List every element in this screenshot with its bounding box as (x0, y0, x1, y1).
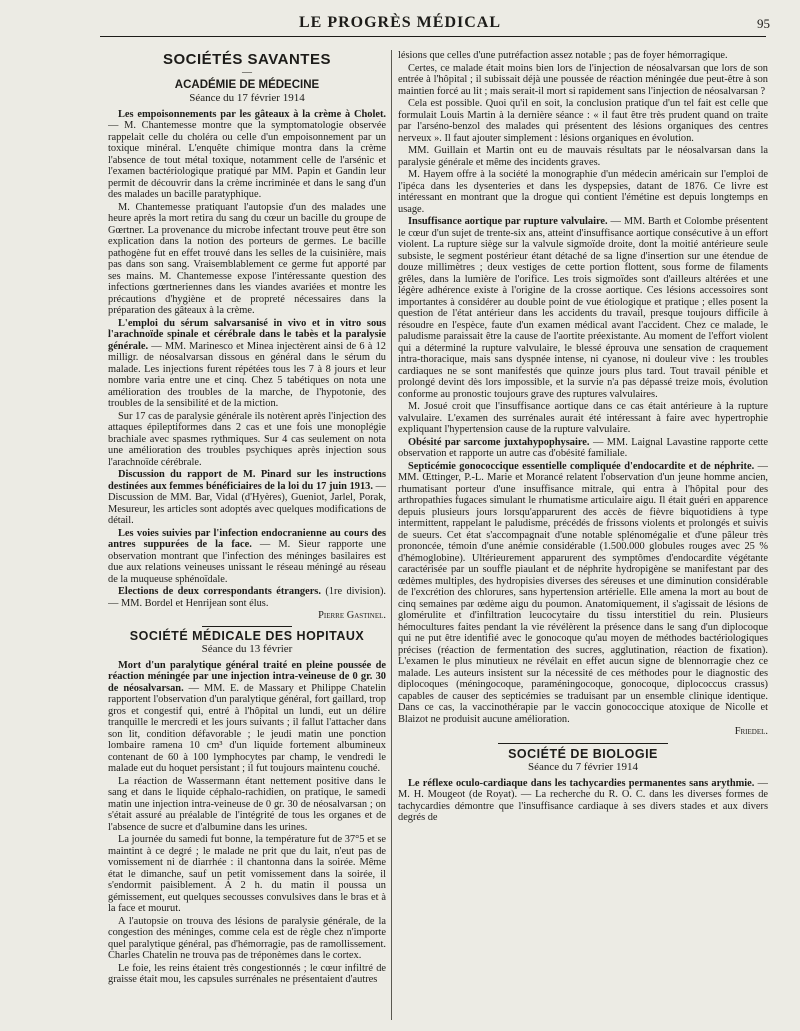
paragraph-heading: Elections de deux correspondants étrangers. (118, 586, 321, 597)
paragraph-heading: Les voies suivies par l'infection endocranienne au cours des antres suppurées de la face. (108, 527, 386, 550)
paragraph-body: — MM. Laignal Lavastine rapporte cette observation et rapporte un autre cas d'obésité familiale. (398, 436, 768, 459)
title-dash: — (242, 66, 252, 78)
hospital-society-date: Séance du 13 février (201, 643, 293, 655)
paragraph (108, 528, 386, 586)
paragraph: La réaction de Wassermann étant nettement positive dans le sang et dans le liquide céphalo-rachidien, on pratique, le samedi matin une injection intra-veineuse de 0 gr. 30 de néosalvarsan ; on s'était assuré au préalable de l'intégrité de tous les organes et de l'absence de sucre et d'albumine dans les urines. (108, 775, 386, 833)
paragraph-body: — MM. Barth et Colombe présentent le cœur d'un sujet de trente-six ans, atteint d'insuffisance aortique consécutive à un effort violent. La rupture siège sur la valvule sigmoïde droite, dont la moitié antérieure seule subsiste, le segment postérieur étant détaché de sa ligne d'insertion sur une étendue de douze millimètres ; deux vestiges de cette portion flottent, sous forme de filaments grêles, dans la lumière de l'orifice. Les trois sigmoïdes sont d'ailleurs altérées et une légère adhérence existe à l'origine de la crosse aortique. Ces lésions accessoires sont importantes à considérer au double point de vue étiologique et pratique ; elles posent la question de l'état antérieur dans les accidents du travail, presque toujours difficile à résoudre en l'espèce, faute d'un examen médical avant l'accident. Chez ce malade, le paludisme paraissait être la cause de l'aortite préexistante. Au moment de l'effort violent qui a déterminé la rupture valvulaire, le blessé éprouva une sensation de craquement intra-thoracique, mais sans dyspnée intense, ni cyanose, ni douleur vive : les troubles cardiaques ne se sont manifestés que quinze jours plus tard. Tout travail pénible et prolongé devint dès lors impossible, et la survie n'a pas dépassé treize mois, évolution conforme au pronostic toujours grave des ruptures valvulaires. (398, 216, 768, 400)
paragraph: A l'autopsie on trouva des lésions de paralysie générale, de la congestion des méninges, comme cela est de règle chez n'importe quel paralytique général, pas d'hémorragie, pas de ramollissement. Charles Chatelin ne trouva pas de tréponèmes dans le cortex. (108, 915, 386, 961)
paragraph (398, 216, 768, 400)
paragraph (398, 778, 768, 824)
section-rule (498, 743, 668, 744)
paragraph-body: — MM. E. de Massary et Philippe Chatelin rapportent l'observation d'un paralytique général, fort gaillard, trop gros et congestif qui, entré à l'hôpital un lundi, eut un délire tranquille le mercredi et les jours suivants ; il fallut l'attacher dans son lit, condition défavorable ; le jeudi matin une ponction lombaire ramena 10 cm³ d'un liquide fortement albumineux contenant de 60 à 100 lymphocytes par champ, le vendredi le malade eut du hoquet persistant ; il fut toujours maintenu couché. (108, 682, 386, 774)
section-rule (202, 626, 292, 627)
paragraph: La journée du samedi fut bonne, la température fut de 37°5 et se maintint à ce degré ; le malade ne prit que du lait, n'eut pas de vomissement ni de diarrhée : il chantonna dans la soirée. Même état le dimanche, sauf un petit vomissement dans la soirée, il s'endormit paisiblement. A 2 h. du matin il poussa un gémissement, eut quelques secousses convulsives dans le bras et à la face et mourut. (108, 834, 386, 914)
left-column (108, 50, 386, 1025)
biology-society-title: SOCIÉTÉ DE BIOLOGIE (508, 746, 658, 761)
academy-title: ACADÉMIE DE MÉDECINE (174, 78, 320, 91)
right-column (398, 50, 768, 1025)
paragraph: Sur 17 cas de paralysie générale ils notèrent après l'injection des attaques épileptiformes dans 2 cas et une fois une monoplégie brachiale avec spasmes rythmiques. Sur 4 cas seulement on nota une amélioration des troubles psychiques après injection sous l'arachnoïde cérébrale. (108, 410, 386, 468)
paragraph: lésions que celles d'une putréfaction assez notable ; pas de foyer hémorragique. (398, 50, 728, 61)
paragraph-heading: Mort d'un paralytique général traité en pleine poussée de réaction méningée par une injection intra-veineuse de 0 gr. 30 de néosalvarsan. (108, 659, 386, 694)
paragraph-heading: Obésité par sarcome juxtahypophysaire. (408, 436, 590, 448)
paragraph (108, 660, 386, 775)
paragraph-heading: Les empoisonnements par les gâteaux à la crème à Cholet. (118, 108, 386, 120)
paragraph (108, 318, 386, 410)
paragraph-body: — M. Chantemesse montre que la symptomatologie observée rappelait celle du choléra ou celle d'un empoisonnement par un toxique minéral. L'enquête chimique montra dans la crème l'absence de tout métal toxique, notamment celle de l'arsénic et l'examen bactériologique pratiqué par MM. Papin et Gandin leur permit de découvrir dans la crème incriminée et dans le sang d'un des malades un bacille paratyphique. (108, 120, 386, 200)
paragraph-body: — MM. Œttinger, P.-L. Marie et Morancé relatent l'observation d'un jeune homme ancien, rhumatisant porteur d'une insuffisance mitrale, qui entra à l'hôpital pour des arthropathies fugaces simulant le rhumatisme articulaire aigu. Il était guéri en apparence depuis plusieurs jours lorsqu'apparurent des accès de fièvre biquotidiens à type intermittent, rappelant le paludisme, précédés de frissons violents et prolongés et suivis de sueurs. Cet état s'accompagnait d'une notable splénomégalie et d'une pâleur très prononcée, témoin d'une anémie considérable (1.500.000 globules rouges avec 25 % d'hémoglobine). Ultérieurement apparurent des symptômes d'endocardite végétante caractérisée par un souffle piaulant et de néphrite hydropigène se manifestant par des œdèmes multiples, des hydropisies diverses des séreuses et une diminution considérable de l'excrétion des chlorures, sans hypertension artérielle. Elle amena la mort au bout de cinq semaines par œdème aigu du poumon. Anatomiquement, il s'agissait de lésions de glomérulite et d'infiltration leucocytaire du tissu interstitiel du rein. Plusieurs hémocultures faites pendant la vie révélèrent la présence dans le sang d'un diplocoque qui ne put être identifié avec le gonocoque qu'au moyen de méthodes bactériologiques précises (réaction de fermentation des sucres, agglutination, réaction de fixation). L'examen le plus minutieux ne révélait en effet aucun signe de blennorragie chez ce malade. Les auteurs insistent sur la nécessité de ces méthodes pour le diagnostic des diplocoques (méningocoque, paraméningocoque, gonocoque, diplococcus crassus) capables de causer des septicémies se traduisant par un ensemble clinique identique. Dans ce cas, la vaccinothérapie par le vaccin gonococcique atoxique de Nicolle et Blaizot ne produisit aucune amélioration. (398, 460, 768, 725)
biology-society-date: Séance du 7 février 1914 (528, 761, 638, 773)
header-rule (100, 36, 766, 37)
hospital-society-title: SOCIÉTÉ MÉDICALE DES HOPITAUX (129, 628, 365, 643)
paragraph-heading: Insuffisance aortique par rupture valvulaire. (408, 216, 608, 227)
paragraph (398, 437, 768, 460)
paragraph-body: — M. H. Mougeot (de Royat). — La recherche du R. O. C. dans les diverses formes de tachycardies démontre que l'insuffisance cardiaque à ses divers stades et aux divers degrés de (398, 777, 768, 823)
paragraph-body: — MM. Marinesco et Minea injectèrent ainsi de 6 à 12 milligr. de néosalvarsan dissous en général dans le sérum du malade. Les injections furent répétées tous les 7 à 8 jours et leur nombre varia entre une et cinq. Chez 5 tabétiques on nota une amélioration des troubles de la marche, de l'hypotonie, des troubles de la sensibilité et de la miction. (108, 340, 386, 409)
paragraph-body: — M. Sieur rapporte une observation montrant que l'infection des méninges basilaires est due aux relations veineuses unissant le réseau méningé au réseau de la muqueuse sphénoïdale. (108, 539, 386, 585)
paragraph-heading: Le réflexe oculo-cardiaque dans les tachycardies permanentes sans arythmie. (408, 777, 755, 789)
paragraph: Le foie, les reins étaient très congestionnés ; le cœur infiltré de graisse était mou, les capsules surrénales ne présentaient d'autres (108, 962, 386, 985)
signature: Pierre Gastinel. (318, 610, 386, 621)
paragraph-heading: L'emploi du sérum salvarsanisé in vivo et in vitro sous l'arachnoïde spinale et cérébrale dans le tabès et la paralysie générale. (108, 317, 386, 352)
running-head (0, 10, 800, 36)
section-title: SOCIÉTÉS SAVANTES (163, 51, 331, 68)
journal-title: LE PROGRÈS MÉDICAL (298, 14, 502, 31)
paragraph (398, 461, 768, 726)
paragraph: M. Hayem offre à la société la monographie d'un médecin américain sur l'emploi de l'ipéca dans les dysenteries et dans les dyspepsies, datant de 1876. Ce livre est intéressant en montrant que la drogue qui contient l'émétine est depuis longtemps en usage. (398, 169, 768, 215)
page-number: 95 (757, 16, 770, 31)
academy-date: Séance du 17 février 1914 (189, 92, 305, 104)
paragraph-body: (1re division). — MM. Bordel et Henrijean sont élus. (108, 586, 386, 609)
paragraph-body: — Discussion de MM. Bar, Vidal (d'Hyères), Gueniot, Jarlel, Porak, Mesureur, les articles sont adoptés avec quelques modifications de détail. (108, 480, 386, 526)
paragraph: M. Josué croit que l'insuffisance aortique dans ce cas était antérieure à la rupture valvulaire. L'examen des surrénales aurait été intéressant à faire avec hypertrophie expliquant l'hypertension cause de la rupture valvulaire. (398, 401, 768, 435)
paragraph (108, 469, 386, 527)
paragraph: M. Chantemesse pratiquant l'autopsie d'un des malades une heure après la mort retira du sang du cœur un bacille du groupe de Gœrtner. La provenance du microbe infectant trouve peut être son explication dans la notion des porteurs de germes. Le bacille pathogène fut en effet trouvé dans les selles de la cuisinière, mais pas dans son sang. Vraisemblablement ce germe fut apporté par ses mains. M. Chantemesse expose l'intéressante question des infections gœrtneriennes dans les viandes avariées et montre les précautions d'hygiène et de propreté nécessaires dans la préparation des gâteaux à la crème. (108, 201, 386, 316)
paragraph (108, 109, 386, 201)
signature: Friedel. (734, 726, 768, 737)
column-divider (391, 50, 392, 1020)
paragraph: Cela est possible. Quoi qu'il en soit, la conclusion pratique d'un tel fait est celle que formulait Louis Martin à la dernière séance : « il faut être très prudent quand on traite par l'arséno-benzol des malades qui présentent des lésions organiques des centres nerveux ». Il faut ajouter simplement : lésions organiques en évolution. (398, 98, 768, 144)
paragraph-heading: Discussion du rapport de M. Pinard sur les instructions destinées aux femmes bénéficiaires de la loi du 17 juin 1913. (108, 469, 386, 492)
paragraph (108, 586, 386, 609)
paragraph: MM. Guillain et Martin ont eu de mauvais résultats par le néosalvarsan dans la paralysie générale et même des incidents graves. (398, 145, 768, 168)
paragraph-heading: Septicémie gonococcique essentielle compliquée d'endocardite et de néphrite. (408, 460, 755, 472)
paragraph: Certes, ce malade était moins bien lors de l'injection de néosalvarsan que lors de son entrée à l'hôpital ; il subissait déjà une poussée de réaction méningée due peut-être à son maintien forcé au lit ; mais serait-il mort si rapidement sans l'injection de néosalvarsan ? (398, 62, 768, 97)
